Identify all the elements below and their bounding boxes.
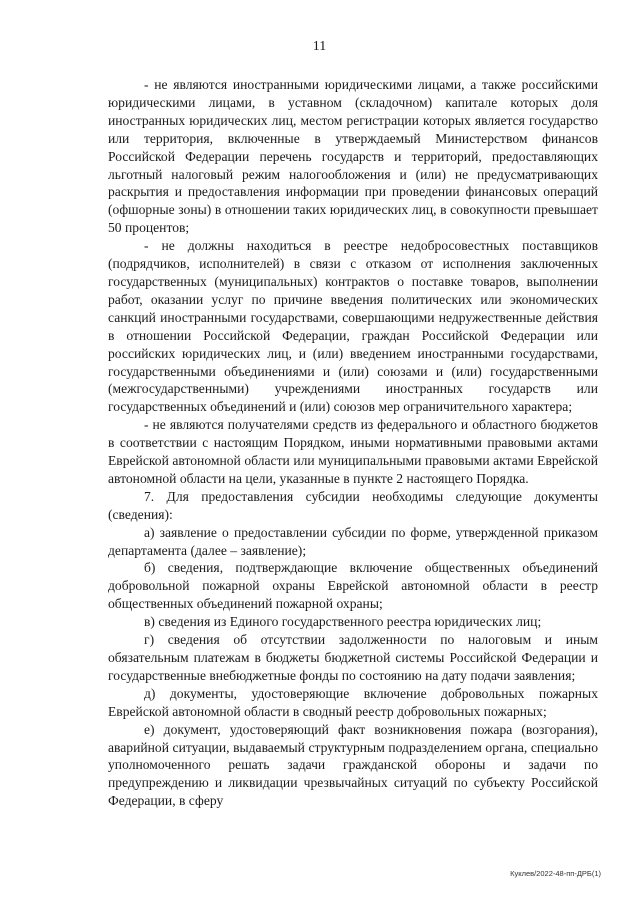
paragraph-not-budget-recipient: - не являются получателями средств из федерального и областного бюджетов в соответствии с настоящим Порядком, иными нормативными правовыми актами Еврейской автономной области или муниципальными правовыми актами Еврейской автономной области на цели, указанные в пункте 2 настоящего Порядка. [108,417,598,486]
paragraph-not-in-unscrupulous-registry: - не должны находиться в реестре недобросовестных поставщиков (подрядчиков, исполнителей) в связи с отказом от исполнения заключенных государственных (муниципальных) контрактов о поставке товаров, выполнении работ, оказании услуг по причине введения политических или экономических санкций иностранными государствами, совершающими недружественные действия в отношении Российской Федерации, граждан Российской Федерации или российских юридических лиц, и (или) введением иностранными государствами, государственными объединениями и (или) союзами и (или) государственными (межгосударственными) учреждениями иностранных государств или государственных объединений и (или) союзов мер ограничительного характера; [108,238,598,415]
document-footer-code: Куклев/2022-48-пп-ДРБ(1) [510,869,601,878]
paragraph-item-g: г) сведения об отсутствии задолженности по налоговым и иным обязательным платежам в бюджеты бюджетной системы Российской Федерации и государственные внебюджетные фонды по состоянию на дату подачи заявления; [108,632,598,683]
paragraph-item-e: е) документ, удостоверяющий факт возникновения пожара (возгорания), аварийной ситуации, выдаваемый структурным подразделением органа, специально уполномоченного решать задачи гражданской обороны и задачи по предупреждению и ликвидации чрезвычайных ситуаций по субъекту Российской Федерации, в сферу [108,721,598,809]
paragraph-item-v: в) сведения из Единого государственного реестра юридических лиц; [144,614,542,630]
paragraph-item-d: д) документы, удостоверяющие включение добровольных пожарных Еврейской автономной области в сводный реестр добровольных пожарных; [108,685,598,719]
paragraph-item-b: б) сведения, подтверждающие включение общественных объединений добровольной пожарной охраны Еврейской автономной области в реестр общественных объединений пожарной охраны; [108,560,598,612]
page-number: 11 [312,39,327,54]
paragraph-item-a: а) заявление о предоставлении субсидии по форме, утвержденной приказом департамента (далее – заявление); [108,524,598,558]
paragraph-not-foreign-entity: - не являются иностранными юридическими лицами, а также российскими юридическими лицами, в уставном (складочном) капитале которых доля иностранных юридических лиц, местом регистрации которых является государство или территория, включенные в утверждаемый Министерством финансов Российской Федерации перечень государств и территорий, предоставляющих льготный налоговый режим налогообложения и (или) не предусматривающих раскрытия и предоставления информации при проведении финансовых операций (офшорные зоны) в отношении таких юридических лиц, в совокупности превышает 50 процентов; [108,77,598,236]
document-body [108,76,598,810]
paragraph-clause-7: 7. Для предоставления субсидии необходимы следующие документы (сведения): [108,488,598,522]
